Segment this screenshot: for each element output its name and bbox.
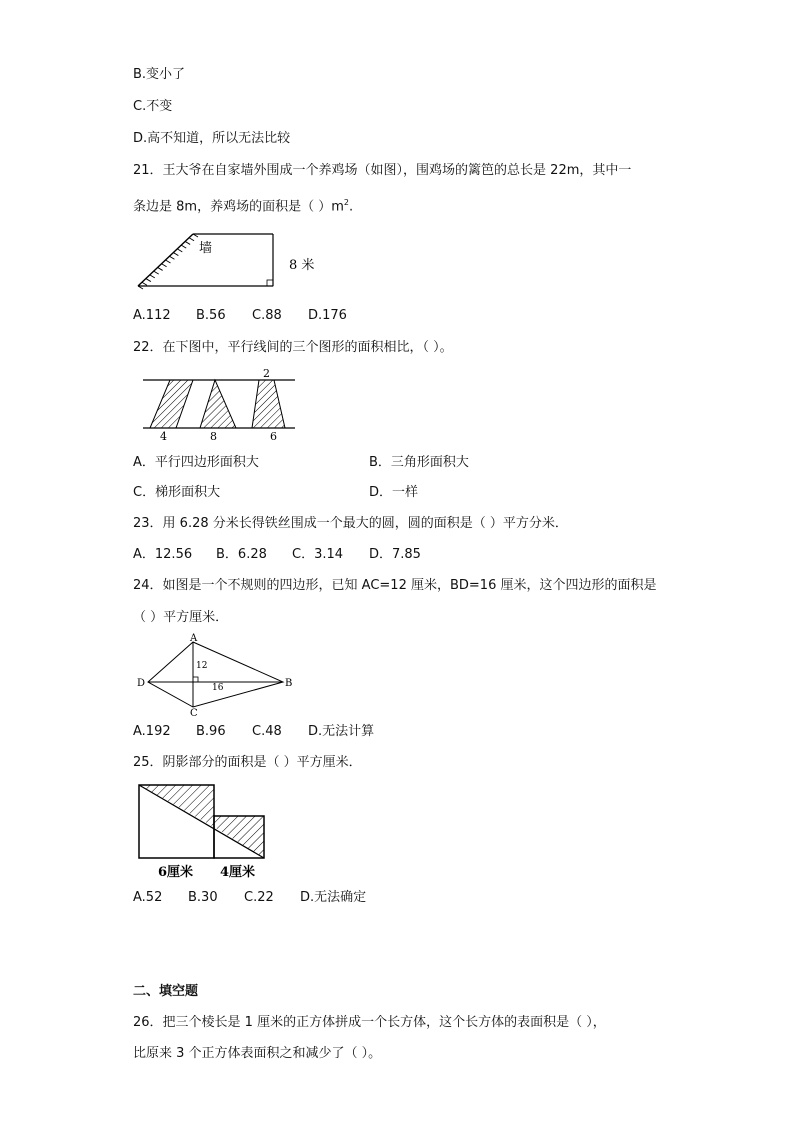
q23-option-a: A．12.56 [133,547,193,562]
q24-label-bd: 16 [212,683,224,693]
q23-option-d: D．7.85 [369,547,421,562]
q22-option-b: B．三角形面积大 [369,455,469,470]
q22-option-c: C．梯形面积大 [133,485,221,500]
q21-option-d: D.176 [308,308,347,323]
q24-label-d: D [137,678,146,689]
q26-stem-line1: 26．把三个棱长是 1 厘米的正方体拼成一个长方体，这个长方体的表面积是（ ）， [133,1015,606,1030]
q24-quadrilateral-figure [133,632,299,718]
q24-option-b: B.96 [196,724,226,739]
q22-top-label: 2 [263,367,270,380]
q25-option-a: A.52 [133,890,163,905]
q22-bottom-label-2: 8 [210,430,217,442]
q24-label-c: C [190,708,198,718]
q21-side-label: 8 米 [289,258,315,273]
q25-shaded-figure [136,782,270,882]
q25-label-left: 6厘米 [158,865,194,880]
q25-option-d: D.无法确定 [300,890,367,905]
q25-label-right: 4厘米 [220,865,256,880]
q22-trapezoid [252,380,285,428]
q24-label-b: B [285,678,293,689]
q22-triangle [200,380,236,428]
section-title: 二、填空题 [133,984,199,999]
q26-stem-line2: 比原来 3 个正方体表面积之和减少了（ ）。 [133,1046,382,1061]
q22-bottom-label-3: 6 [270,430,277,442]
q20-option-c: C.不变 [133,99,173,114]
q21-stem-line2: 条边是 8m，养鸡场的面积是（ ）$m^2$. [133,198,354,215]
q21-stem-line1: 21．王大爷在自家墙外围成一个养鸡场（如图），围鸡场的篱笆的总长是 22m，其中一 [133,163,632,178]
q21-option-c: C.88 [252,308,282,323]
q25-stem: 25．阴影部分的面积是（ ）平方厘米． [133,755,362,770]
q24-option-d: D.无法计算 [308,724,375,739]
q22-stem: 22．在下图中，平行线间的三个图形的面积相比，（ ）。 [133,340,453,355]
q22-parallel-figure [138,366,300,442]
q23-option-c: C．3.14 [292,547,344,562]
q21-option-a: A.112 [133,308,171,323]
q22-option-d: D．一样 [369,485,419,500]
q25-option-b: B.30 [188,890,218,905]
q20-option-b: B.变小了 [133,67,186,82]
q24-stem-line2: （ ）平方厘米． [133,610,229,625]
q21-chicken-yard-figure [133,226,333,290]
q20-option-d: D.高不知道，所以无法比较 [133,131,291,146]
q24-stem-line1: 24．如图是一个不规则的四边形，已知 AC=12 厘米，BD=16 厘米，这个四边形的面积是 [133,578,657,593]
q23-stem: 23．用 6.28 分米长得铁丝围成一个最大的圆，圆的面积是（ ）平方分米． [133,516,568,531]
q21-wall-label: 墙 [199,241,213,256]
q24-label-a: A [190,633,198,644]
q24-label-ac: 12 [196,661,208,671]
q21-option-b: B.56 [196,308,226,323]
q22-bottom-label-1: 4 [160,430,167,442]
q21-unit-superscript: 2 [343,198,349,207]
q22-option-a: A．平行四边形面积大 [133,455,259,470]
q24-option-c: C.48 [252,724,282,739]
q22-parallelogram [150,380,193,428]
q24-option-a: A.192 [133,724,171,739]
q25-option-c: C.22 [244,890,274,905]
q23-option-b: B．6.28 [216,547,267,562]
